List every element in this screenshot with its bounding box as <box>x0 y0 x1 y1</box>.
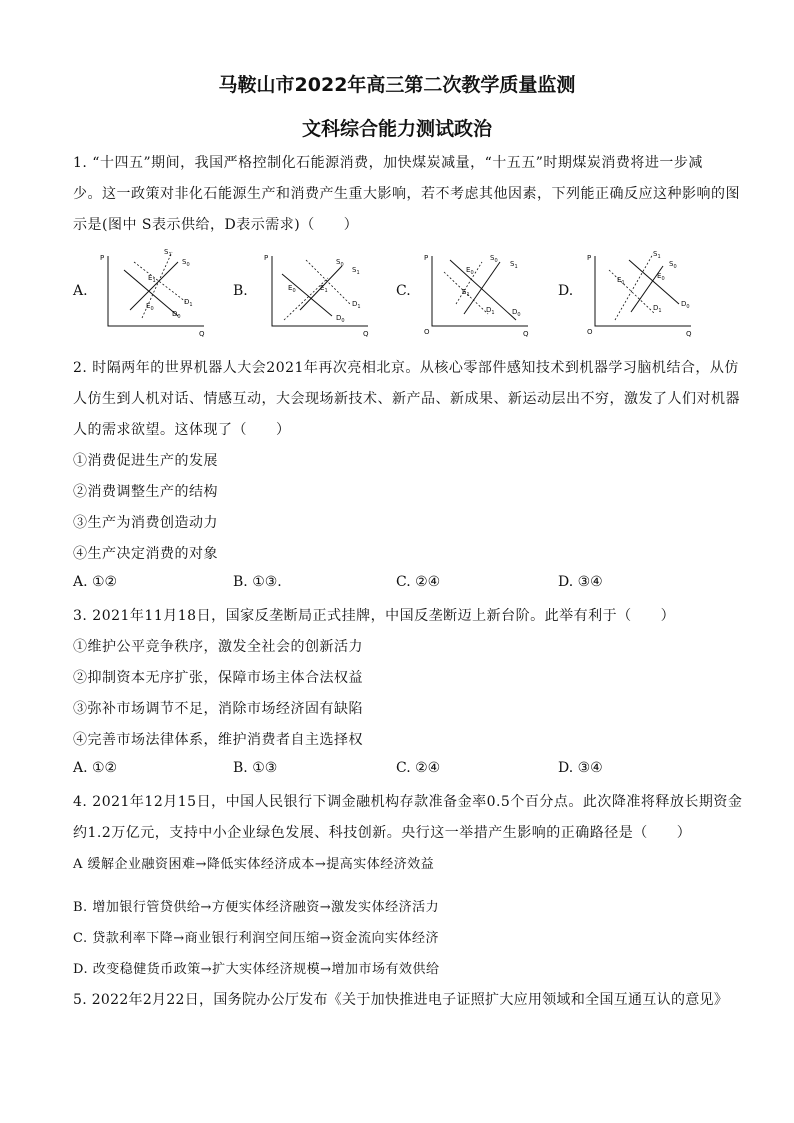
answer-option: B. 增加银行管贷供给→方便实体经济融资→激发实体经济活力 <box>73 900 440 915</box>
answer-option: C. ②④ <box>396 574 441 590</box>
question-text: 2. 时隔两年的世界机器人大会2021年再次亮相北京。从核心零部件感知技术到机器学习脑机结合，从仿 <box>73 360 739 376</box>
answer-option: C. ②④ <box>396 760 441 776</box>
question-text: 3. 2021年11月18日，国家反垄断局正式挂牌，中国反垄断迈上新台阶。此举有利于（ ） <box>73 608 676 624</box>
svg-text:S0: $S_0$ <box>490 254 498 264</box>
svg-text:Q: Q <box>363 330 369 338</box>
statement: ②抑制资本无序扩张，保障市场主体合法权益 <box>73 670 363 686</box>
answer-option: B. ①③ <box>233 760 278 776</box>
svg-text:E1: $E_1$ <box>462 288 470 298</box>
svg-text:D1: $D_1$ <box>352 300 361 310</box>
svg-text:E0: $E_0$ <box>146 302 154 312</box>
svg-text:P: P <box>424 254 429 262</box>
svg-text:D1: $D_1$ <box>184 298 193 308</box>
answer-option: A. ①② <box>73 574 118 590</box>
svg-text:O: O <box>587 328 593 336</box>
page-subtitle: 文科综合能力测试政治 <box>301 118 492 140</box>
answer-option: A 缓解企业融资困难→降低实体经济成本→提高实体经济效益 <box>73 857 435 872</box>
supply-demand-graph-b <box>260 248 375 338</box>
svg-text:S0: $S_0$ <box>336 258 344 268</box>
statement: ③弥补市场调节不足，消除市场经济固有缺陷 <box>73 701 363 717</box>
svg-text:E0: $E_0$ <box>466 266 474 276</box>
svg-text:Q: Q <box>686 330 692 338</box>
svg-text:S1: $S_1$ <box>653 250 661 260</box>
svg-text:P: P <box>587 254 592 262</box>
svg-text:S0: $S_0$ <box>182 258 190 268</box>
option-label: D. <box>558 283 574 299</box>
statement: ④生产决定消费的对象 <box>73 546 218 562</box>
svg-text:E1: $E_1$ <box>148 274 156 284</box>
question-text: 示是(图中 S表示供给，D表示需求)（ ） <box>73 217 359 233</box>
answer-option: D. 改变稳健货币政策→扩大实体经济规模→增加市场有效供给 <box>73 962 440 977</box>
statement: ②消费调整生产的结构 <box>73 484 218 500</box>
question-text: 人的需求欲望。这体现了（ ） <box>73 422 291 438</box>
statement: ③生产为消费创造动力 <box>73 515 218 531</box>
svg-text:S0: $S_0$ <box>669 260 677 270</box>
svg-text:D1: $D_1$ <box>486 306 495 316</box>
answer-option: D. ③④ <box>558 760 603 776</box>
svg-text:D1: $D_1$ <box>653 304 662 314</box>
svg-text:S1: $S_1$ <box>352 266 360 276</box>
question-text: 少。这一政策对非化石能源生产和消费产生重大影响，若不考虑其他因素，下列能正确反应这种影响的图 <box>73 186 740 202</box>
svg-text:O: O <box>424 328 430 336</box>
svg-text:E0: $E_0$ <box>657 272 665 282</box>
question-text: 约1.2万亿元，支持中小企业绿色发展、科技创新。央行这一举措产生影响的正确路径是（ ） <box>73 825 692 841</box>
option-label: C. <box>396 283 411 299</box>
svg-text:D0: $D_0$ <box>512 308 521 318</box>
supply-demand-graph-c <box>420 248 535 338</box>
question-text: 人仿生到人机对话、情感互动，大会现场新技术、新产品、新成果、新运动层出不穷，激发了人们对机器 <box>73 391 740 407</box>
answer-option: B. ①③. <box>233 574 282 590</box>
svg-text:E0: $E_0$ <box>288 284 296 294</box>
question-text: 5. 2022年2月22日，国务院办公厅发布《关于加快推进电子证照扩大应用领域和全国互通互认的意见》 <box>73 992 729 1008</box>
page-title: 马鞍山市2022年高三第二次教学质量监测 <box>218 74 576 96</box>
answer-option: D. ③④ <box>558 574 603 590</box>
option-label: B. <box>233 283 248 299</box>
svg-text:S1: $S_1$ <box>510 260 518 270</box>
answer-option: C. 贷款利率下降→商业银行利润空间压缩→资金流向实体经济 <box>73 931 440 946</box>
question-text: 1. “十四五”期间，我国严格控制化石能源消费，加快煤炭减量，“十五五”时期煤炭消费将进一步减 <box>73 155 703 171</box>
question-text: 4. 2021年12月15日，中国人民银行下调金融机构存款准备金率0.5个百分点。此次降准将释放长期资金 <box>73 794 743 810</box>
svg-text:Q: Q <box>523 330 529 338</box>
statement: ①消费促进生产的发展 <box>73 453 218 469</box>
svg-text:D0: $D_0$ <box>681 300 690 310</box>
svg-text:P: P <box>264 254 269 262</box>
statement: ④完善市场法律体系，维护消费者自主选择权 <box>73 732 363 748</box>
svg-text:S1: $S_1$ <box>164 248 172 258</box>
option-label: A. <box>73 283 88 299</box>
svg-text:Q: Q <box>199 330 205 338</box>
answer-option: A. ①② <box>73 760 118 776</box>
supply-demand-graph-a <box>96 248 211 338</box>
svg-text:E1: $E_1$ <box>617 276 625 286</box>
svg-text:E1: $E_1$ <box>320 284 328 294</box>
svg-text:D0: $D_0$ <box>172 310 181 320</box>
supply-demand-graph-d <box>583 248 698 338</box>
svg-text:P: P <box>100 254 105 262</box>
statement: ①维护公平竞争秩序，激发全社会的创新活力 <box>73 639 363 655</box>
svg-text:D0: $D_0$ <box>336 314 345 324</box>
